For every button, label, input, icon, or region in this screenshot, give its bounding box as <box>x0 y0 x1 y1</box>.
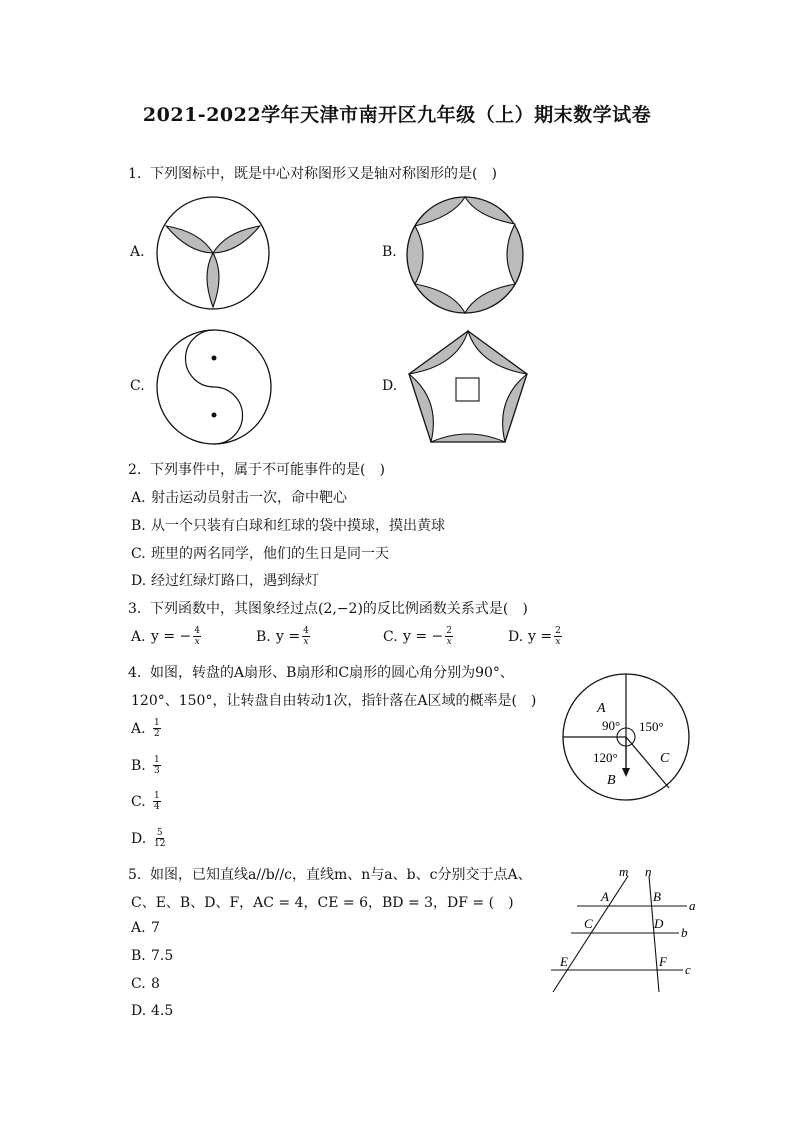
question-text: 下列事件中，属于不可能事件的是( ) <box>150 462 385 478</box>
question-4 <box>128 662 514 682</box>
label-m: m <box>619 864 629 879</box>
figure-spinner <box>560 670 696 806</box>
option-d: D. y = $\frac{2}{x}$ <box>508 626 561 647</box>
label-b: B <box>607 773 616 788</box>
question-number: 4. <box>128 665 142 681</box>
option-d: D. $\frac{5}{12}$ <box>131 828 166 849</box>
question-number: 3. <box>128 601 142 617</box>
label-b: b <box>681 925 688 940</box>
label-point-e: E <box>560 954 568 969</box>
option-b: B. 从一个只装有白球和红球的袋中摸球，摸出黄球 <box>131 518 445 534</box>
question-number: 5. <box>128 867 142 883</box>
option-label: B. <box>382 244 397 260</box>
question-3 <box>128 598 528 618</box>
question-number: 2. <box>128 462 142 478</box>
label-point-d: D <box>654 916 664 931</box>
option-c: C. $\frac{1}{4}$ <box>131 791 160 812</box>
option-b: B. 7.5 <box>131 948 174 964</box>
option-c: C. 8 <box>131 976 160 992</box>
option-a: A. 7 <box>131 920 160 936</box>
figure-star-in-circle <box>405 195 525 315</box>
label-90: 90° <box>602 718 621 733</box>
question-5 <box>128 864 532 884</box>
label-a: a <box>689 898 696 913</box>
option-label: D. <box>382 378 398 394</box>
question-text-line2: C、E、B、D、F，AC = 4，CE = 6，BD = 3，DF = ( ) <box>131 895 514 911</box>
question-number: 1. <box>128 166 142 182</box>
option-c: C. y = − $\frac{2}{x}$ <box>383 626 453 647</box>
question-text-line2: 120°、150°，让转盘自由转动1次，指针落在A区域的概率是( ) <box>131 693 537 709</box>
label-a: A <box>597 701 606 716</box>
option-d: D. 经过红绿灯路口，遇到绿灯 <box>131 573 319 589</box>
label-n: n <box>645 864 652 879</box>
page-title: 2021-2022学年天津市南开区九年级（上）期末数学试卷 <box>142 104 652 126</box>
figure-yin-yang <box>155 328 273 446</box>
figure-trefoil-circle <box>155 195 271 311</box>
label-point-c: C <box>584 916 593 931</box>
label-c: c <box>685 962 691 977</box>
label-point-b: B <box>653 889 661 904</box>
question-text: 下列图标中，既是中心对称图形又是轴对称图形的是( ) <box>150 166 497 182</box>
question-1 <box>128 163 497 183</box>
label-point-a: A <box>601 889 609 904</box>
question-text-line1: 如图，转盘的A扇形、B扇形和C扇形的圆心角分别为90°、 <box>150 665 514 681</box>
option-label: A. <box>130 244 145 260</box>
question-text-line1: 如图，已知直线a//b//c，直线m、n与a、b、c分别交于点A、 <box>150 867 532 883</box>
option-c: C. 班里的两名同学，他们的生日是同一天 <box>131 546 389 562</box>
option-label: C. <box>130 378 145 394</box>
question-text: 下列函数中，其图象经过点(2,−2)的反比例函数关系式是( ) <box>150 601 528 617</box>
option-a: A. 射击运动员射击一次，命中靶心 <box>131 490 347 506</box>
option-a: A. y = − $\frac{4}{x}$ <box>131 626 201 647</box>
label-120: 120° <box>593 750 618 765</box>
label-150: 150° <box>639 719 664 734</box>
label-c: C <box>660 751 670 766</box>
option-b: B. y = $\frac{4}{x}$ <box>256 626 309 647</box>
label-point-f: F <box>659 954 667 969</box>
figure-pentagon <box>405 328 531 446</box>
option-d: D. 4.5 <box>131 1003 174 1019</box>
question-2 <box>128 459 385 479</box>
figure-parallel-lines <box>545 862 705 998</box>
option-b: B. $\frac{1}{3}$ <box>131 755 160 776</box>
option-a: A. $\frac{1}{2}$ <box>131 718 160 739</box>
